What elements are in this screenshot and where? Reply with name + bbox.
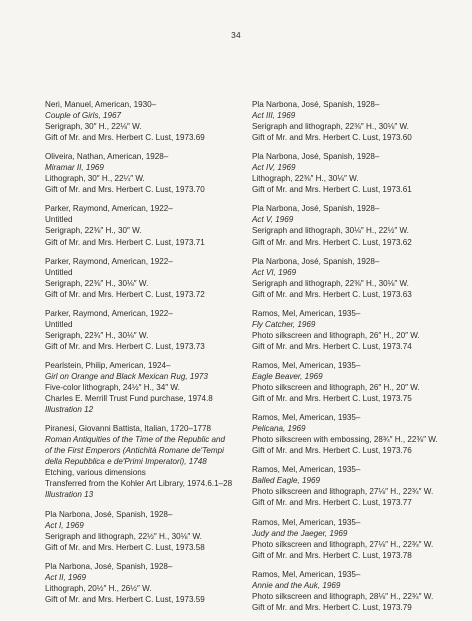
- medium-line: Lithograph, 30″ H., 22¼″ W.: [45, 174, 145, 184]
- catalog-entry: [45, 509, 231, 553]
- artist-line: Pla Narbona, José, Spanish, 1928–: [252, 256, 380, 266]
- artist-line: Parker, Raymond, American, 1922–: [45, 308, 173, 318]
- title-line: Act III, 1969: [252, 111, 296, 121]
- catalog-entry: [252, 99, 438, 143]
- credit-line: Gift of Mr. and Mrs. Herbert C. Lust, 1973.71: [45, 237, 205, 247]
- credit-line: Gift of Mr. and Mrs. Herbert C. Lust, 1973.69: [45, 133, 205, 143]
- artist-line: Ramos, Mel, American, 1935–: [252, 517, 361, 527]
- catalog-entry: [252, 412, 438, 456]
- artist-line: Ramos, Mel, American, 1935–: [252, 360, 361, 370]
- credit-line: Charles E. Merrill Trust Fund purchase, 1974.8: [45, 394, 213, 404]
- catalog-entry: [45, 308, 231, 352]
- title-line: Miramar II, 1969: [45, 163, 104, 173]
- title-line: Eagle Beaver, 1969: [252, 371, 323, 381]
- catalog-entry: [252, 203, 438, 247]
- title-line: Act II, 1969: [45, 572, 86, 582]
- medium-line: Photo silkscreen and lithograph, 27⅛″ H., 22¾″ W.: [252, 487, 434, 497]
- medium-line: Photo silkscreen and lithograph, 26″ H., 20″ W.: [252, 383, 420, 393]
- artist-line: Pla Narbona, José, Spanish, 1928–: [45, 509, 173, 519]
- catalog-entry: [45, 151, 231, 195]
- artist-line: Pla Narbona, José, Spanish, 1928–: [252, 204, 380, 214]
- medium-line: Serigraph and lithograph, 22⅜″ H., 30⅛″ W.: [252, 122, 409, 132]
- medium-line: Serigraph, 22⅜″ H., 30⅛″ W.: [45, 278, 149, 288]
- medium-line: Untitled: [45, 319, 73, 329]
- catalog-entry: [45, 203, 231, 247]
- catalog-entry: [45, 99, 231, 143]
- artist-line: Oliveira, Nathan, American, 1928–: [45, 152, 169, 162]
- catalog-entry: [252, 256, 438, 300]
- credit-line: Gift of Mr. and Mrs. Herbert C. Lust, 1973.61: [252, 185, 412, 195]
- credit-line: Gift of Mr. and Mrs. Herbert C. Lust, 1973.72: [45, 289, 205, 299]
- medium-line: Serigraph and lithograph, 30⅛″ H., 22½″ W.: [252, 226, 409, 236]
- medium-line: Untitled: [45, 267, 73, 277]
- credit-line: Gift of Mr. and Mrs. Herbert C. Lust, 1973.78: [252, 550, 412, 560]
- title-line: of the First Emperors (Antichità Romane de'Tempi: [45, 446, 224, 456]
- title-line: Act I, 1969: [45, 520, 84, 530]
- artist-line: Pla Narbona, José, Spanish, 1928–: [252, 152, 380, 162]
- artist-line: Ramos, Mel, American, 1935–: [252, 569, 361, 579]
- catalog-entry: [45, 360, 231, 415]
- medium-line: Lithograph, 22⅜″ H., 30⅛″ W.: [252, 174, 359, 184]
- catalog-entry: [45, 423, 231, 500]
- medium-line: Etching, various dimensions: [45, 468, 146, 478]
- left-column: [45, 99, 231, 613]
- artist-line: Ramos, Mel, American, 1935–: [252, 465, 361, 475]
- medium-line: Photo silkscreen and lithograph, 27⅛″ H., 22¾″ W.: [252, 539, 434, 549]
- artist-line: Parker, Raymond, American, 1922–: [45, 256, 173, 266]
- artist-line: Parker, Raymond, American, 1922–: [45, 204, 173, 214]
- medium-line: Photo silkscreen and lithograph, 26″ H., 20″ W.: [252, 330, 420, 340]
- medium-line: Untitled: [45, 215, 73, 225]
- credit-line: Gift of Mr. and Mrs. Herbert C. Lust, 1973.76: [252, 446, 412, 456]
- medium-line: Photo silkscreen and lithograph, 28⅛″ H., 22¾″ W.: [252, 591, 434, 601]
- medium-line: Serigraph, 22¾″ H., 30⅛″ W.: [45, 330, 149, 340]
- title-line: Annie and the Auk, 1969: [252, 580, 341, 590]
- artist-line: Ramos, Mel, American, 1935–: [252, 413, 361, 423]
- medium-line: Serigraph, 22⅜″ H., 30″ W.: [45, 226, 142, 236]
- title-line: Illustration 13: [45, 490, 94, 500]
- title-line: Act V, 1969: [252, 215, 294, 225]
- credit-line: Gift of Mr. and Mrs. Herbert C. Lust, 1973.74: [252, 341, 412, 351]
- catalog-entry: [252, 308, 438, 352]
- medium-line: Serigraph and lithograph, 22⅜″ H., 30⅛″ W.: [252, 278, 409, 288]
- credit-line: Gift of Mr. and Mrs. Herbert C. Lust, 1973.73: [45, 341, 205, 351]
- catalog-entry: [252, 569, 438, 613]
- artist-line: Pla Narbona, José, Spanish, 1928–: [45, 561, 173, 571]
- credit-line: Gift of Mr. and Mrs. Herbert C. Lust, 1973.79: [252, 602, 412, 612]
- title-line: Judy and the Jaeger, 1969: [252, 528, 348, 538]
- title-line: Fly Catcher, 1969: [252, 319, 316, 329]
- catalog-entry: [252, 464, 438, 508]
- catalog-entry: [252, 360, 438, 404]
- title-line: Act IV, 1969: [252, 163, 296, 173]
- catalog-entry: [252, 151, 438, 195]
- catalog-entry: [45, 256, 231, 300]
- page-number: 34: [231, 30, 241, 40]
- credit-line: Gift of Mr. and Mrs. Herbert C. Lust, 1973.60: [252, 133, 412, 143]
- title-line: Girl on Orange and Black Mexican Rug, 1973: [45, 371, 208, 381]
- credit-line: Gift of Mr. and Mrs. Herbert C. Lust, 1973.70: [45, 185, 205, 195]
- credit-line: Gift of Mr. and Mrs. Herbert C. Lust, 1973.59: [45, 594, 205, 604]
- medium-line: Photo silkscreen with embossing, 28¾″ H., 22⅜″ W.: [252, 435, 438, 445]
- medium-line: Serigraph and lithograph, 22½″ H., 30⅛″ W.: [45, 531, 202, 541]
- title-line: Couple of Girls, 1967: [45, 111, 122, 121]
- artist-line: Ramos, Mel, American, 1935–: [252, 308, 361, 318]
- right-column: [252, 99, 438, 621]
- credit-line: Gift of Mr. and Mrs. Herbert C. Lust, 1973.77: [252, 498, 412, 508]
- title-line: Illustration 12: [45, 405, 94, 415]
- title-line: Act VI, 1969: [252, 267, 297, 277]
- medium-line: Lithograph, 20½″ H., 26½″ W.: [45, 583, 152, 593]
- title-line: Roman Antiquities of the Time of the Republic and: [45, 435, 226, 445]
- catalog-entry: [252, 517, 438, 561]
- artist-line: Piranesi, Giovanni Battista, Italian, 1720–1778: [45, 424, 212, 434]
- credit-line: Gift of Mr. and Mrs. Herbert C. Lust, 1973.58: [45, 542, 205, 552]
- title-line: della Repubblica e de'Primi Imperatori), 1748: [45, 457, 207, 467]
- credit-line: Gift of Mr. and Mrs. Herbert C. Lust, 1973.63: [252, 289, 412, 299]
- medium-line: Five-color lithograph, 24½″ H., 34″ W.: [45, 383, 180, 393]
- title-line: Balled Eagle, 1969: [252, 476, 320, 486]
- medium-line: Serigraph, 30″ H., 22⅛″ W.: [45, 122, 142, 132]
- credit-line: Gift of Mr. and Mrs. Herbert C. Lust, 1973.62: [252, 237, 412, 247]
- credit-line: Gift of Mr. and Mrs. Herbert C. Lust, 1973.75: [252, 394, 412, 404]
- artist-line: Pearlstein, Philip, American, 1924–: [45, 360, 171, 370]
- catalog-entry: [45, 561, 231, 605]
- title-line: Pelicana, 1969: [252, 424, 306, 434]
- credit-line: Transferred from the Kohler Art Library, 1974.6.1–28: [45, 479, 233, 489]
- artist-line: Pla Narbona, José, Spanish, 1928–: [252, 100, 380, 109]
- artist-line: Neri, Manuel, American, 1930–: [45, 100, 157, 109]
